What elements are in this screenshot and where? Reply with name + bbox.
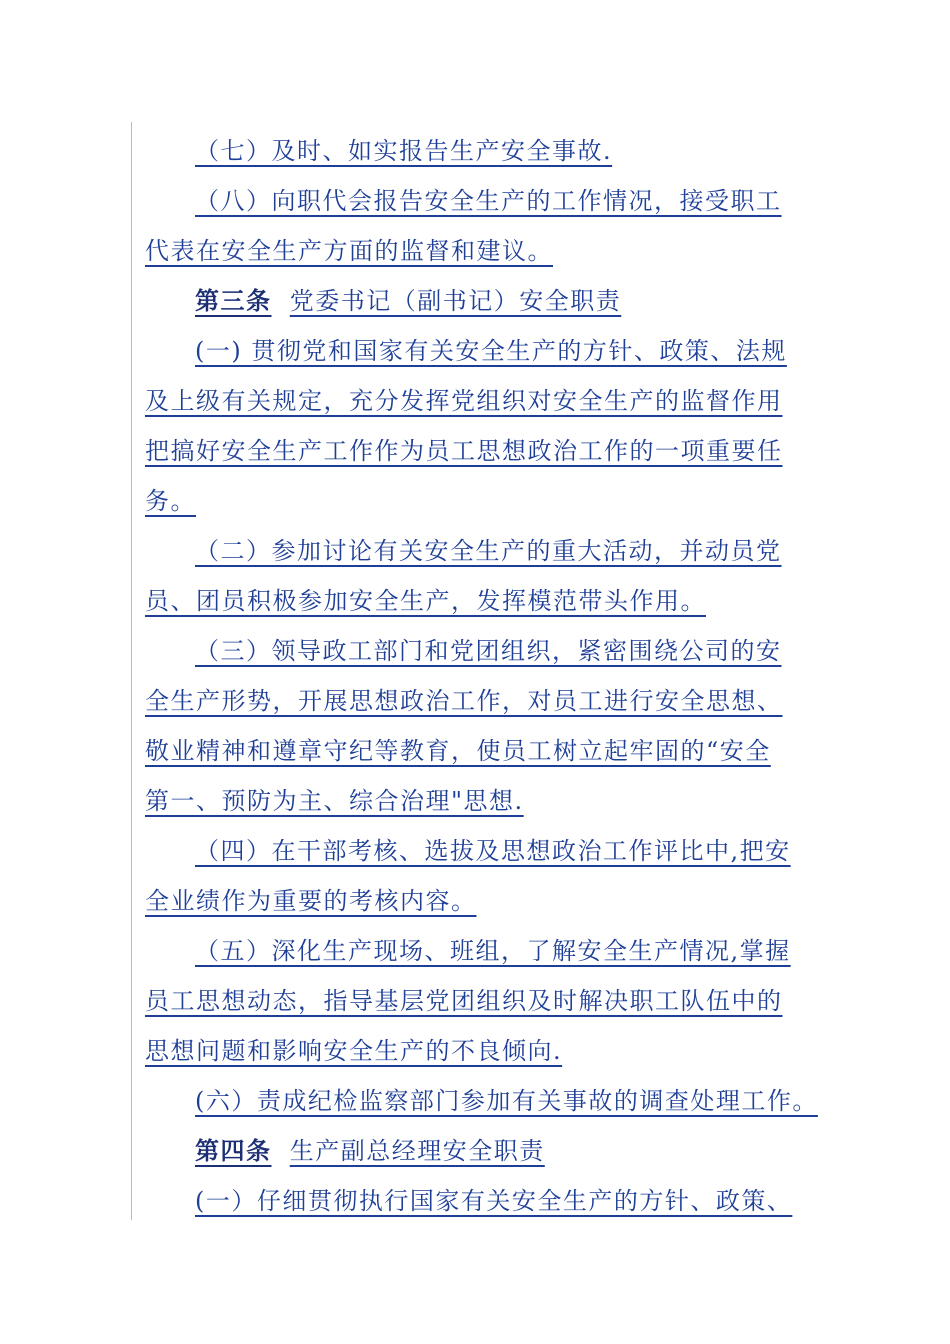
line-text: 代表在安全生产方面的监督和建议。 <box>145 237 553 265</box>
article-heading <box>195 286 621 316</box>
line-text: 全生产形势，开展思想政治工作，对员工进行安全思想、 <box>145 687 783 715</box>
paragraph-line <box>195 536 782 566</box>
paragraph-line <box>145 586 706 616</box>
line-text: （二）参加讨论有关安全生产的重大活动，并动员党 <box>195 537 782 565</box>
article-number: 第四条 <box>195 1136 272 1165</box>
paragraph-line <box>145 436 783 466</box>
line-text: （八）向职代会报告安全生产的工作情况，接受职工 <box>195 187 782 215</box>
line-text: 全业绩作为重要的考核内容。 <box>145 887 477 915</box>
paragraph-line <box>195 836 791 866</box>
paragraph-line <box>195 636 782 666</box>
line-text: （四）在干部考核、选拔及思想政治工作评比中,把安 <box>195 837 791 865</box>
paragraph-line <box>195 936 791 966</box>
line-text: (一) 贯彻党和国家有关安全生产的方针、政策、法规 <box>195 337 787 365</box>
article-heading <box>195 1136 545 1166</box>
paragraph-line <box>145 986 783 1016</box>
line-text: (六）责成纪检监察部门参加有关事故的调查处理工作。 <box>195 1087 818 1115</box>
article-title: 生产副总经理安全职责 <box>289 1137 545 1165</box>
line-text: 务。 <box>145 487 196 515</box>
paragraph-line <box>195 1086 818 1116</box>
paragraph-line <box>145 886 477 916</box>
line-text: 把搞好安全生产工作作为员工思想政治工作的一项重要任 <box>145 437 783 465</box>
line-text: （七）及时、如实报告生产安全事故. <box>195 137 613 165</box>
line-text: 员、团员积极参加安全生产，发挥模范带头作用。 <box>145 587 706 615</box>
paragraph-line <box>195 1186 792 1216</box>
paragraph-line <box>195 336 787 366</box>
margin-rule <box>131 122 132 1220</box>
paragraph-line <box>145 786 524 816</box>
line-text: （五）深化生产现场、班组，了解安全生产情况,掌握 <box>195 937 791 965</box>
article-title: 党委书记（副书记）安全职责 <box>289 287 622 315</box>
line-text: （三）领导政工部门和党团组织，紧密围绕公司的安 <box>195 637 782 665</box>
line-text: 及上级有关规定，充分发挥党组织对安全生产的监督作用 <box>145 387 783 415</box>
line-text: 敬业精神和遵章守纪等教育，使员工树立起牢固的“安全 <box>145 737 771 765</box>
line-text: (一）仔细贯彻执行国家有关安全生产的方针、政策、 <box>195 1187 793 1215</box>
article-number: 第三条 <box>195 286 272 315</box>
paragraph-line <box>145 486 196 516</box>
paragraph-line <box>145 686 783 716</box>
paragraph-line <box>195 136 612 166</box>
paragraph-line <box>145 236 553 266</box>
line-text: 员工思想动态，指导基层党团组织及时解决职工队伍中的 <box>145 987 783 1015</box>
paragraph-line <box>145 736 771 766</box>
paragraph-line <box>195 186 782 216</box>
line-text: 第一、预防为主、综合治理"思想. <box>145 787 524 815</box>
line-text: 思想问题和影响安全生产的不良倾向. <box>145 1037 563 1065</box>
paragraph-line <box>145 386 783 416</box>
paragraph-line <box>145 1036 562 1066</box>
